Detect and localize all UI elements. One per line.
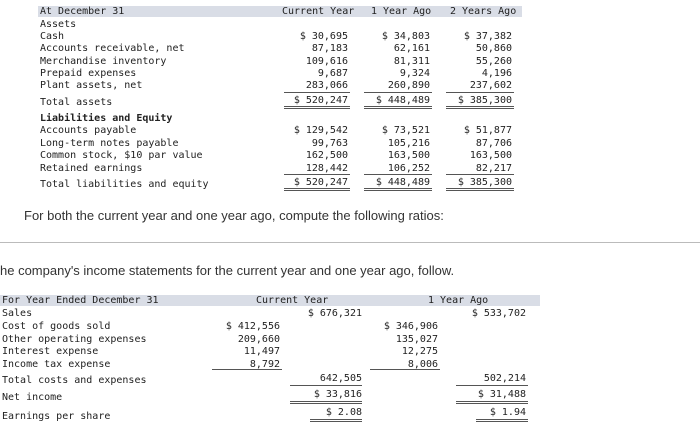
cost-row-label: Other operating expenses: [2, 333, 147, 345]
total-costs-underline-prior: [456, 385, 528, 386]
net-income-underline-prior: [456, 401, 528, 404]
sales-prior: $ 533,702: [471, 308, 526, 319]
total-liab-label: Total liabilities and equity: [40, 179, 209, 190]
liability-row-label: Common stock, $10 par value: [40, 150, 203, 161]
liability-row-value: 106,252: [387, 162, 430, 174]
asset-row-value: 62,161: [393, 43, 430, 55]
cost-row-current: 8,792: [249, 358, 280, 370]
liability-row-label: Retained earnings: [40, 162, 143, 174]
asset-row-value: 4,196: [481, 67, 512, 79]
eps-label: Earnings per share: [2, 411, 111, 422]
asset-row-value: 55,260: [475, 55, 512, 67]
eps-underline-prior: [476, 419, 528, 422]
section-divider: [0, 242, 700, 243]
asset-row-value: 283,066: [305, 80, 348, 92]
asset-row-value: 9,687: [317, 67, 348, 79]
asset-row-value: $ 34,803: [381, 31, 430, 42]
total-liab-underline-2yr: [446, 188, 514, 191]
liability-row-value: 162,500: [305, 150, 348, 161]
liability-row-value: 87,706: [475, 137, 512, 149]
bs-header-2yr: 2 Years Ago: [450, 6, 517, 17]
net-income-prior: $ 31,488: [477, 389, 526, 400]
is-header-current: Current Year: [256, 295, 329, 306]
total-assets-underline-1yr: [364, 106, 432, 109]
liability-row-value: $ 129,542: [293, 125, 348, 136]
asset-row-value: 81,311: [393, 55, 430, 67]
asset-row-label: Prepaid expenses: [40, 67, 137, 79]
liability-row-value: 128,442: [305, 162, 348, 174]
asset-row-value: $ 30,695: [299, 31, 348, 42]
total-liab-underline-1yr: [364, 188, 432, 191]
total-liab-current: $ 520,247: [293, 177, 348, 188]
liability-row-value: $ 51,877: [463, 125, 512, 136]
total-costs-current: 642,505: [319, 373, 362, 384]
liability-row-value: 82,217: [475, 162, 512, 174]
net-income-label: Net income: [2, 392, 63, 403]
total-costs-underline-current: [290, 385, 362, 386]
asset-row-label: Accounts receivable, net: [40, 43, 185, 55]
liab-subtotal-underline: [364, 174, 432, 175]
total-liab-1yr: $ 448,489: [375, 177, 430, 188]
asset-row-value: 237,602: [469, 80, 512, 92]
total-assets-label: Total assets: [40, 97, 113, 108]
asset-row-value: 50,860: [475, 43, 512, 55]
assets-subtotal-underline: [446, 92, 514, 93]
asset-row-value: 109,616: [305, 55, 348, 67]
total-assets-current: $ 520,247: [293, 95, 348, 106]
total-assets-underline-current: [284, 106, 350, 109]
total-assets-1yr: $ 448,489: [375, 95, 430, 106]
liability-row-label: Long-term notes payable: [40, 137, 179, 149]
costs-underline-prior: [370, 369, 440, 370]
cost-row-current: $ 412,556: [225, 321, 280, 332]
asset-row-value: 260,890: [387, 80, 430, 92]
assets-heading: Assets: [40, 19, 77, 30]
liability-row-value: 163,500: [469, 150, 512, 161]
total-assets-underline-2yr: [446, 106, 514, 109]
cost-row-current: 209,660: [237, 333, 280, 345]
bs-header-current: Current Year: [282, 6, 355, 17]
assets-subtotal-underline: [284, 92, 350, 93]
liability-row-value: 99,763: [311, 137, 348, 149]
eps-underline-current: [310, 419, 362, 422]
asset-row-value: 87,183: [311, 43, 348, 55]
bs-header-label: At December 31: [40, 6, 125, 17]
cost-row-label: Cost of goods sold: [2, 321, 111, 332]
costs-underline-current: [212, 369, 282, 370]
bs-header-1yr: 1 Year Ago: [371, 6, 432, 17]
total-costs-label: Total costs and expenses: [2, 375, 147, 386]
cost-row-prior: 135,027: [395, 333, 438, 345]
net-income-current: $ 33,816: [313, 389, 362, 400]
asset-row-label: Plant assets, net: [40, 80, 143, 92]
liability-row-label: Accounts payable: [40, 125, 137, 136]
eps-prior: $ 1.94: [489, 407, 526, 418]
income-intro-text: he company's income statements for the current year and one year ago, follow.: [0, 263, 455, 278]
sales-current: $ 676,321: [307, 308, 362, 319]
cost-row-prior: $ 346,906: [383, 321, 438, 332]
liabilities-heading: Liabilities and Equity: [40, 113, 173, 124]
cost-row-label: Income tax expense: [2, 358, 111, 370]
total-assets-2yr: $ 385,300: [457, 95, 512, 106]
sales-label: Sales: [2, 308, 33, 319]
assets-subtotal-underline: [364, 92, 432, 93]
net-income-underline-current: [290, 401, 362, 404]
asset-row-label: Merchandise inventory: [40, 55, 167, 67]
cost-row-current: 11,497: [243, 346, 280, 357]
cost-row-prior: 12,275: [401, 346, 438, 357]
eps-current: $ 2.08: [325, 407, 362, 418]
total-liab-2yr: $ 385,300: [457, 177, 512, 188]
cost-row-label: Interest expense: [2, 346, 99, 357]
liability-row-value: 105,216: [387, 137, 430, 149]
is-header-prior: 1 Year Ago: [428, 295, 489, 306]
liab-subtotal-underline: [284, 174, 350, 175]
asset-row-value: 9,324: [399, 67, 430, 79]
instruction-text: For both the current year and one year ago, compute the following ratios:: [24, 208, 444, 223]
liab-subtotal-underline: [446, 174, 514, 175]
asset-row-value: $ 37,382: [463, 31, 512, 42]
liability-row-value: 163,500: [387, 150, 430, 161]
total-costs-prior: 502,214: [483, 373, 526, 384]
total-liab-underline-current: [284, 188, 350, 191]
asset-row-label: Cash: [40, 31, 65, 42]
is-header-label: For Year Ended December 31: [2, 295, 159, 306]
cost-row-prior: 8,006: [407, 358, 438, 370]
liability-row-value: $ 73,521: [381, 125, 430, 136]
